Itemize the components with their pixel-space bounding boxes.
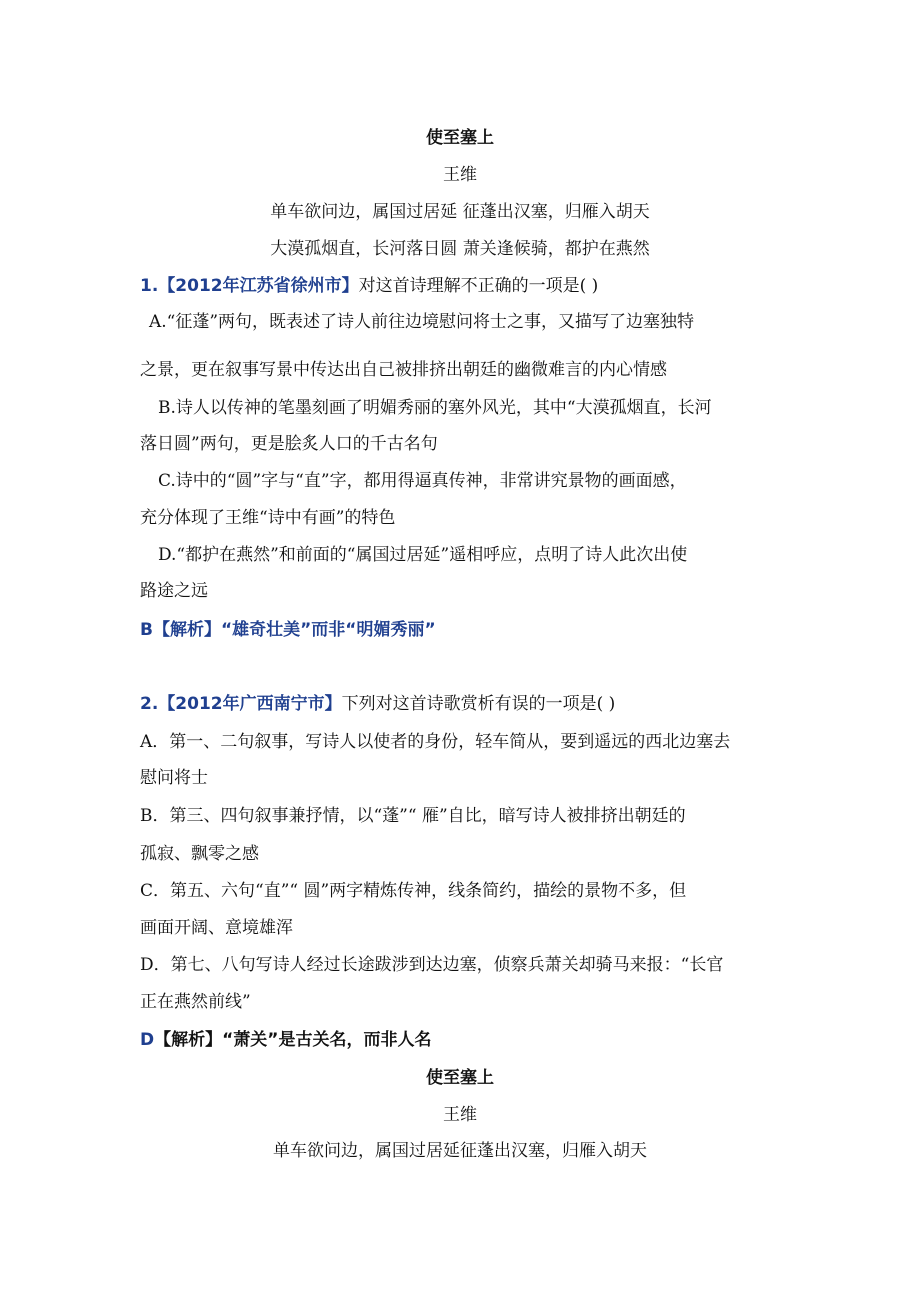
- question-1-text: 对这首诗理解不正确的一项是( ): [358, 276, 599, 296]
- question-2-answer: [140, 1029, 780, 1051]
- poem-repeat-line-1: 单车欲问边，属国过居延征蓬出汉塞，归雁入胡天: [273, 1141, 647, 1161]
- q2-option-b-line2: 孤寂、飘零之感: [140, 844, 259, 864]
- q2-option-a-line1: A．第一、二句叙事，写诗人以使者的身份，轻车简从，要到遥远的西北边塞去: [140, 732, 731, 752]
- q1-option-a-line2: 之景，更在叙事写景中传达出自己被排挤出朝廷的幽微难言的内心情感: [140, 360, 667, 380]
- q2-option-c-line2: 画面开阔、意境雄浑: [140, 918, 293, 938]
- q2-option-c-line1: C．第五、六句“直”“ 圆”两字精炼传神，线条简约，描绘的景物不多，但: [140, 881, 687, 901]
- question-2-text: 下列对这首诗歌赏析有误的一项是( ): [341, 694, 616, 714]
- question-2-answer-letter: D: [140, 1030, 155, 1050]
- q1-option-c-line2: 充分体现了王维“诗中有画”的特色: [140, 508, 396, 528]
- poem-author: 王维: [443, 165, 477, 185]
- question-1-number: 1.: [140, 276, 159, 296]
- q2-option-d-line1: D．第七、八句写诗人经过长途跋涉到达边塞，侦察兵萧关却骑马来报：“长官: [140, 955, 724, 975]
- q2-option-d-line2: 正在燕然前线”: [140, 992, 251, 1012]
- question-2-stem: [140, 693, 780, 715]
- poem-line-2: 大漠孤烟直，长河落日圆 萧关逢候骑，都护在燕然: [270, 239, 650, 259]
- q2-option-b-line1: B．第三、四句叙事兼抒情，以“蓬”“ 雁”自比，暗写诗人被排挤出朝廷的: [140, 806, 686, 826]
- q1-option-a-line1: A.“征蓬”两句，既表述了诗人前往边境慰问将士之事，又描写了边塞独特: [149, 312, 695, 332]
- question-2-number: 2.: [140, 694, 159, 714]
- q1-option-b-line1: B.诗人以传神的笔墨刻画了明媚秀丽的塞外风光，其中“大漠孤烟直，长河: [158, 398, 712, 418]
- poem-repeat-title: 使至塞上: [426, 1068, 494, 1088]
- poem-repeat-author: 王维: [443, 1105, 477, 1125]
- q1-option-b-line2: 落日圆”两句，更是脍炙人口的千古名句: [140, 434, 438, 454]
- q1-option-c-line1: C.诗中的“圆”字与“直”字，都用得逼真传神，非常讲究景物的画面感，: [158, 471, 687, 491]
- question-1-source: 【2012年江苏省徐州市】: [158, 276, 359, 296]
- q1-option-d-line2: 路途之远: [140, 581, 208, 601]
- q2-option-a-line2: 慰问将士: [140, 768, 208, 788]
- poem-line-1: 单车欲问边，属国过居延 征蓬出汉塞，归雁入胡天: [270, 202, 650, 222]
- question-1-answer: B【解析】“雄奇壮美”而非“明媚秀丽”: [140, 620, 436, 640]
- question-2-source: 【2012年广西南宁市】: [158, 694, 342, 714]
- question-2-answer-explanation: 【解析】“萧关”是古关名，而非人名: [154, 1030, 432, 1050]
- poem-title: 使至塞上: [426, 128, 494, 148]
- question-1-stem: [140, 275, 780, 297]
- q1-option-d-line1: D.“都护在燕然”和前面的“属国过居延”遥相呼应，点明了诗人此次出使: [158, 545, 688, 565]
